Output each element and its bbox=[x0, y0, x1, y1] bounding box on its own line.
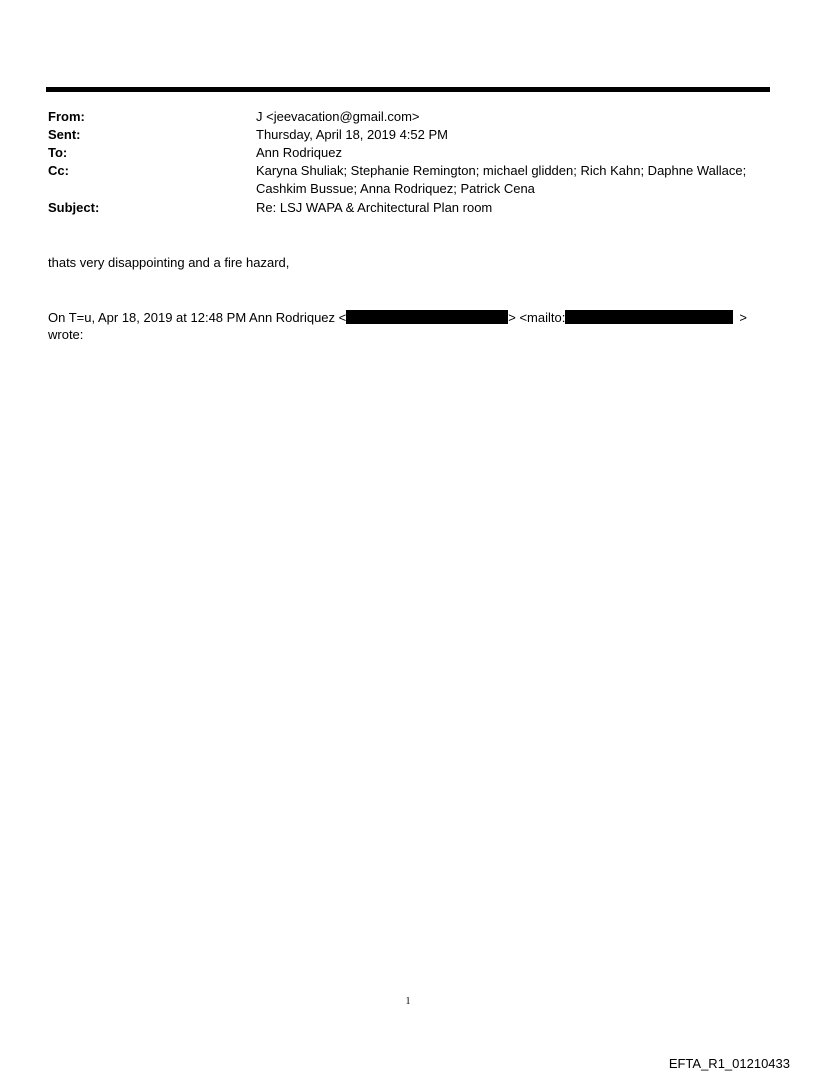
quote-attribution-line2: wrote: bbox=[48, 327, 84, 342]
quote-prefix: On T=u, Apr 18, 2019 at 12:48 PM Ann Rodriquez < bbox=[48, 310, 347, 325]
header-divider bbox=[46, 87, 770, 92]
from-value: J <jeevacation@gmail.com> bbox=[256, 109, 420, 124]
subject-label: Subject: bbox=[48, 200, 100, 215]
sent-label: Sent: bbox=[48, 127, 81, 142]
quote-attribution bbox=[48, 309, 747, 327]
message-body: thats very disappointing and a fire hazard, bbox=[48, 255, 290, 270]
subject-value: Re: LSJ WAPA & Architectural Plan room bbox=[256, 200, 493, 215]
redaction-block bbox=[346, 310, 508, 324]
bates-number: EFTA_R1_01210433 bbox=[668, 1056, 790, 1071]
quote-suffix: > bbox=[739, 310, 747, 325]
quote-mailto: > <mailto: bbox=[508, 310, 566, 325]
cc-value-line1: Karyna Shuliak; Stephanie Remington; michael glidden; Rich Kahn; Daphne Wallace; bbox=[256, 163, 747, 178]
to-label: To: bbox=[48, 145, 68, 160]
from-label: From: bbox=[48, 109, 85, 124]
cc-value-line2: Cashkim Bussue; Anna Rodriquez; Patrick Cena bbox=[256, 181, 535, 196]
redaction-block bbox=[565, 310, 733, 324]
sent-value: Thursday, April 18, 2019 4:52 PM bbox=[256, 127, 448, 142]
cc-label: Cc: bbox=[48, 163, 69, 178]
page-number: 1 bbox=[405, 996, 411, 1007]
to-value: Ann Rodriquez bbox=[256, 145, 342, 160]
